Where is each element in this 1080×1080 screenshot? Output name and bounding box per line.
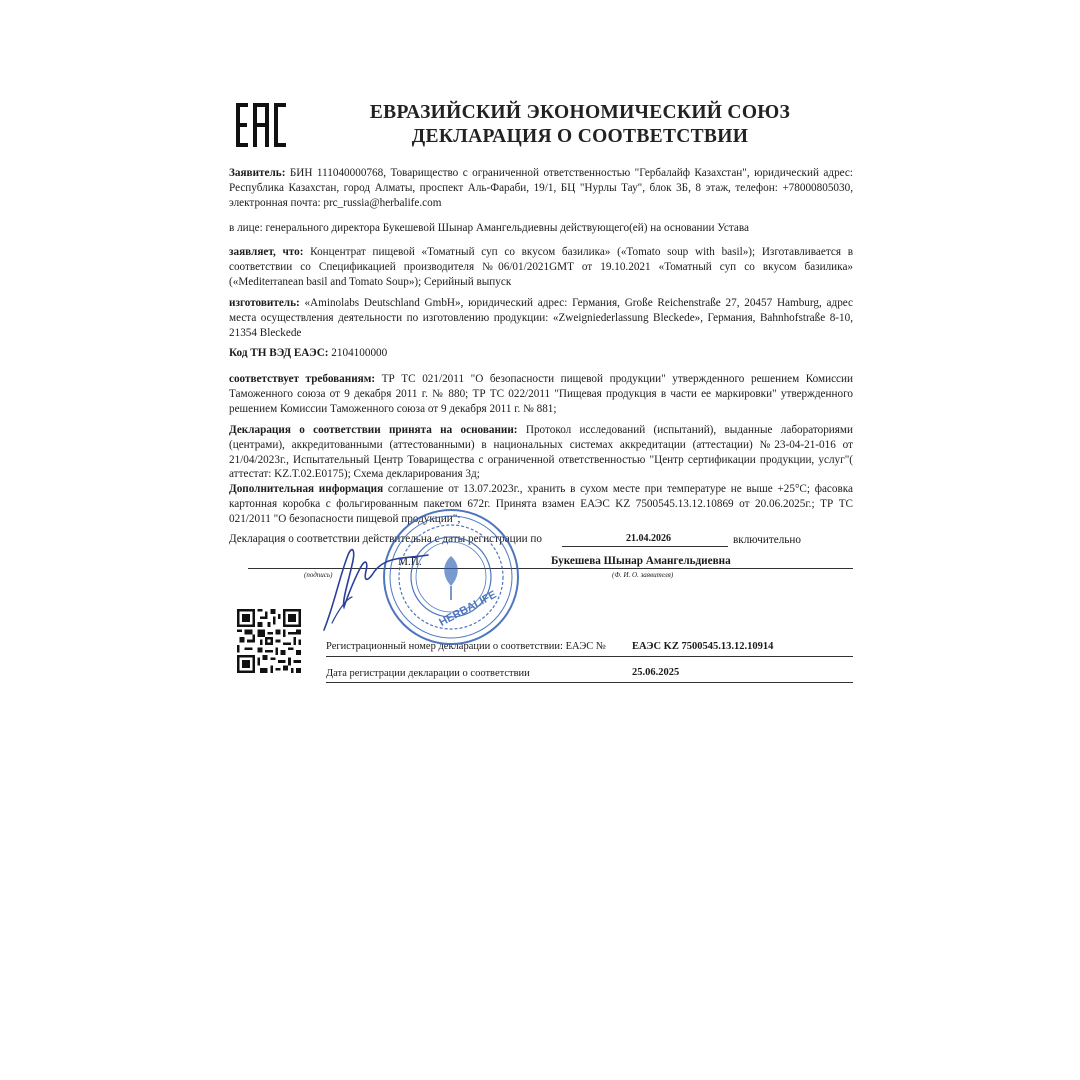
registration-number-underline: [326, 656, 853, 657]
qr-code[interactable]: [237, 609, 301, 673]
hs-code-section: [229, 346, 853, 361]
handwritten-signature: [312, 535, 432, 635]
hs-code-value: 2104100000: [328, 347, 388, 359]
name-caption: (Ф. И. О. заявителя): [612, 571, 674, 579]
declares-label: заявляет, что:: [229, 246, 304, 258]
signer-name: Букешева Шынар Амангельдиевна: [551, 555, 731, 567]
requirements-label: соответствует требованиям:: [229, 373, 376, 385]
basis-label: Декларация о соответствии принята на основании:: [229, 424, 518, 436]
signature-caption: (подпись): [304, 571, 333, 579]
manufacturer-text: «Aminolabs Deutschland GmbH», юридический адрес: Германия, Große Reichenstraße 27, 20457 Hamburg, адрес места осуществления деятельности по изготовлению продукции: «Zweigniederlassung Bleckede», Германия, Bahnhofstraße 8-10, 21354 Bleckede: [229, 297, 853, 339]
validity-date: 21.04.2026: [626, 533, 671, 544]
manufacturer-section: [229, 296, 853, 340]
requirements-text: ТР ТС 021/2011 "О безопасности пищевой продукции" утвержденного решением Комиссии Таможенного союза от 9 декабря 2011 г. № 880; ТР ТС 022/2011 "Пищевая продукция в части ее маркировки" утвержденного решением Комиссии Таможенного союза от 9 декабря 2011 г. № 881;: [229, 373, 853, 415]
registration-date-underline: [326, 682, 853, 683]
applicant-section: [229, 166, 853, 210]
registration-number-label: Регистрационный номер декларации о соответствии: ЕАЭС №: [326, 641, 606, 652]
applicant-text: БИН 111040000768, Товарищество с ограниченной ответственностью "Гербалайф Казахстан", юридический адрес: Республика Казахстан, город Алматы, проспект Аль-Фараби, 19/1, БЦ "Нурлы Тау", блок 3Б, 8 этаж, телефон: +78000805030, электронная почта: prc_russia@herbalife.com: [229, 167, 853, 209]
union-title: ЕВРАЗИЙСКИЙ ЭКОНОМИЧЕСКИЙ СОЮЗ: [369, 102, 791, 123]
applicant-label: Заявитель:: [229, 167, 286, 179]
representative-text: в лице: генерального директора Букешевой Шынар Амангельдиевны действующего(ей) на основании Устава: [229, 222, 749, 234]
basis-section: [229, 423, 853, 482]
validity-suffix: включительно: [733, 534, 801, 546]
eac-logo: [234, 101, 288, 149]
registration-date-value: 25.06.2025: [632, 667, 680, 678]
additional-info-text: соглашение от 13.07.2023г., хранить в сухом месте при температуре не выше +25°С; фасовка картонная коробка с фольгированным пакетом 672г. Принята взамен ЕАЭС KZ 7500545.13.12.10869 от 20.06.2025г.; ТР ТС 021/2011 "О безопасности пищевой продукции";: [229, 483, 853, 525]
additional-info-label: Дополнительная информация: [229, 483, 384, 495]
seal-brand: HERBALIFE: [437, 588, 499, 629]
hs-code-label: Код ТН ВЭД ЕАЭС:: [229, 347, 329, 359]
manufacturer-label: изготовитель:: [229, 297, 300, 309]
declaration-title: ДЕКЛАРАЦИЯ О СООТВЕТСТВИИ: [411, 126, 749, 147]
registration-date-label: Дата регистрации декларации о соответствии: [326, 668, 530, 679]
additional-info-section: [229, 482, 853, 526]
validity-text: Декларация о соответствии действительна с даты регистрации по: [229, 533, 543, 545]
product-section: [229, 245, 853, 289]
product-text: Концентрат пищевой «Томатный суп со вкусом базилика» («Tomato soup with basil»); Изготавливается в соответствии со Спецификацией производителя №06/01/2021GMT от 19.10.2021 «Томатный суп со вкусом базилика» («Mediterranean basil and Tomato Soup»); Серийный выпуск: [229, 246, 853, 288]
requirements-section: [229, 372, 853, 416]
validity-underline: [562, 546, 728, 547]
representative-section: [229, 221, 853, 236]
basis-text: Протокол исследований (испытаний), выданные лабораториями (центрами), аккредитованными (аттестованными) в национальных системах аккредитации (аттестации) №23-04-21-016 от 21/04/2023г., Испытательный Центр Товарищества с ограниченной ответственностью "Центр сертификации продукции, услуг"( аттестат: KZ.T.02.E0175); Схема декларирования 3д;: [229, 424, 853, 481]
registration-number-value: ЕАЭС KZ 7500545.13.12.10914: [632, 641, 774, 652]
stamp-place-label: М.П.: [398, 556, 422, 568]
